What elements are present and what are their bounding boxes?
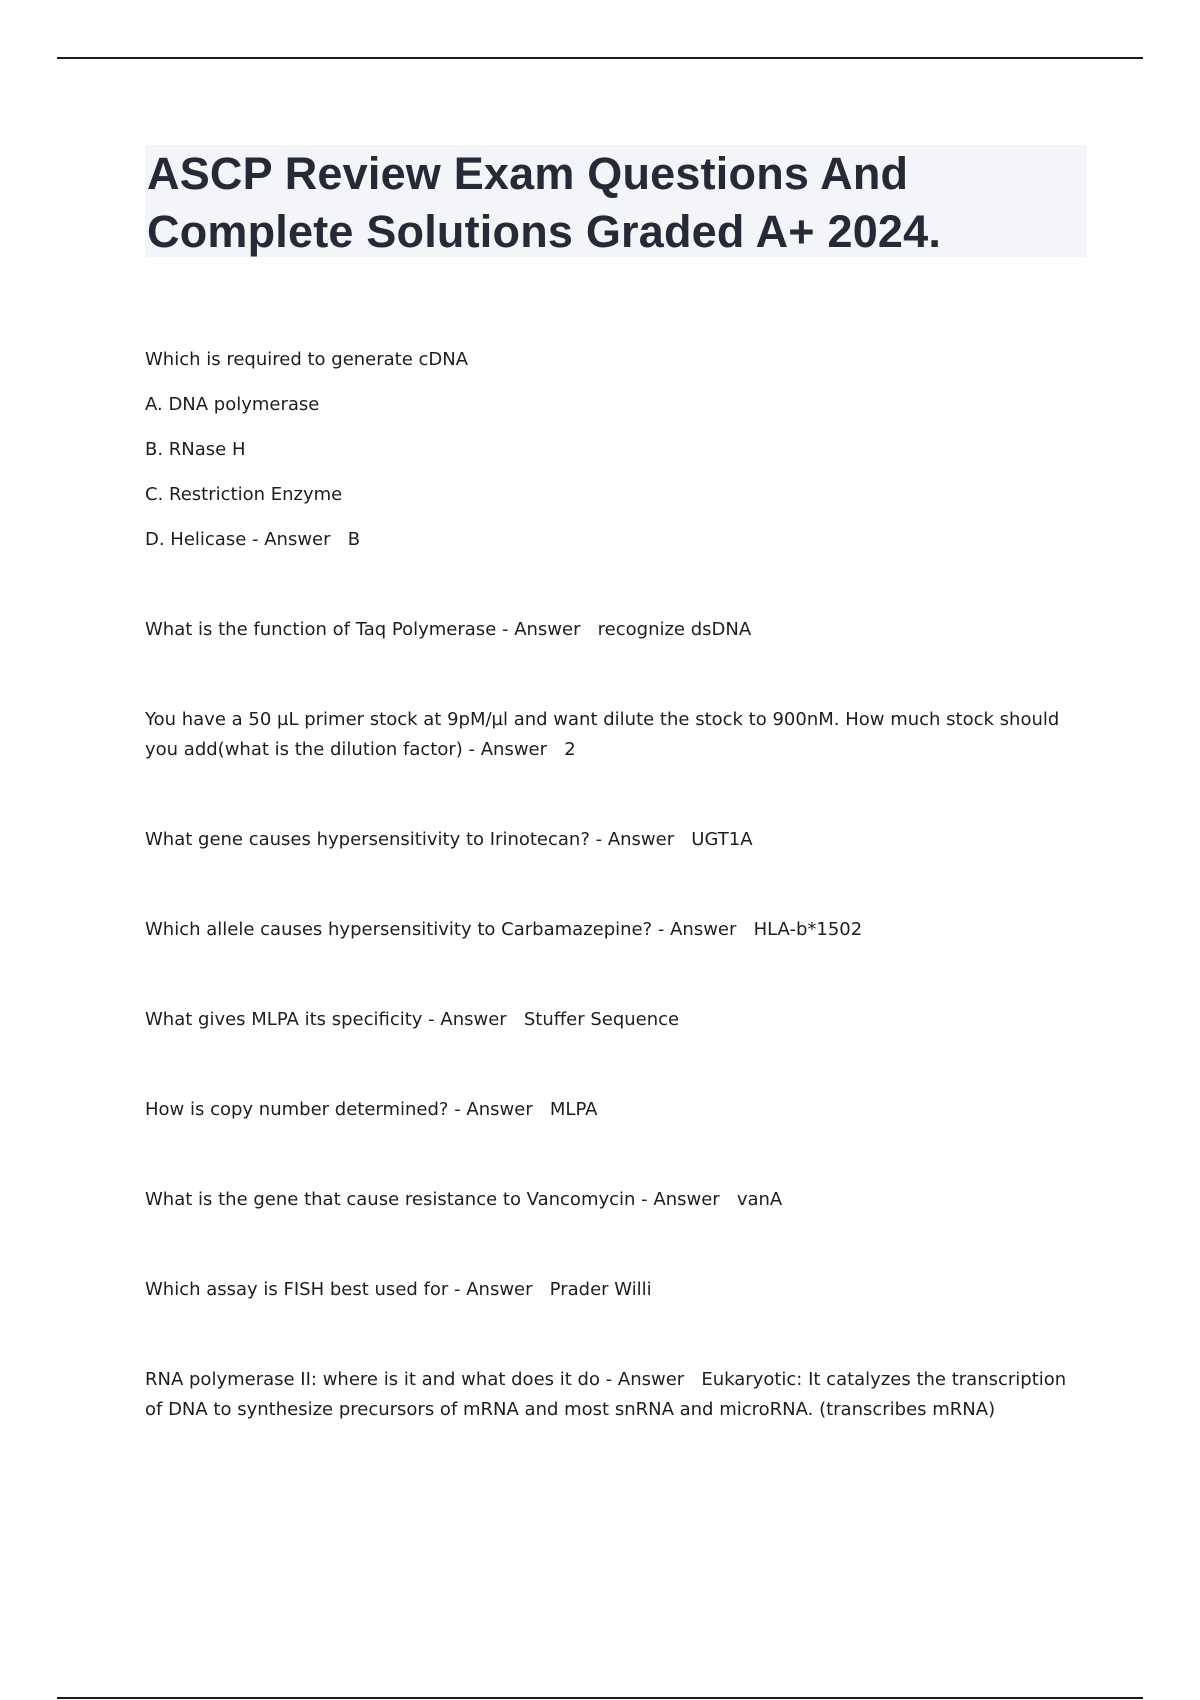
qa-item-1	[145, 345, 1085, 555]
qa-1-line-1: Which is required to generate cDNA	[145, 349, 469, 370]
qa-3-text: You have a 50 µL primer stock at 9pM/µl and want dilute the stock to 900nM. How much stock should you add(what is the dilution factor) - Answer 2	[145, 709, 1066, 760]
qa-9-text: Which assay is FISH best used for - Answer Prader Willi	[145, 1279, 652, 1300]
title-line-1: ASCP Review Exam Questions And	[147, 148, 909, 199]
qa-item-9	[145, 1275, 1085, 1305]
qa-list	[145, 345, 1085, 1485]
document-title	[145, 145, 1087, 261]
qa-item-6	[145, 1005, 1085, 1035]
qa-item-8	[145, 1185, 1085, 1215]
qa-item-7	[145, 1095, 1085, 1125]
qa-item-3	[145, 705, 1085, 765]
qa-item-2	[145, 615, 1085, 645]
qa-1-line-3: B. RNase H	[145, 439, 246, 460]
bottom-rule	[57, 1697, 1143, 1699]
qa-8-text: What is the gene that cause resistance to Vancomycin - Answer vanA	[145, 1189, 783, 1210]
title-line-2: Complete Solutions Graded A+ 2024.	[147, 206, 942, 257]
title-block	[145, 145, 1087, 257]
qa-2-text: What is the function of Taq Polymerase - Answer recognize dsDNA	[145, 619, 752, 640]
qa-6-text: What gives MLPA its specificity - Answer Stuffer Sequence	[145, 1009, 680, 1030]
qa-1-line-2: A. DNA polymerase	[145, 394, 320, 415]
top-rule	[57, 57, 1143, 59]
qa-item-5	[145, 915, 1085, 945]
qa-item-4	[145, 825, 1085, 855]
qa-5-text: Which allele causes hypersensitivity to Carbamazepine? - Answer HLA-b*1502	[145, 919, 863, 940]
qa-item-10	[145, 1365, 1085, 1425]
qa-10-text: RNA polymerase II: where is it and what does it do - Answer Eukaryotic: It catalyzes the transcription of DNA to synthesize precursors of mRNA and most snRNA and microRNA. (transcribes mRNA)	[145, 1369, 1072, 1420]
qa-1-line-4: C. Restriction Enzyme	[145, 484, 343, 505]
qa-1-line-5: D. Helicase - Answer B	[145, 529, 361, 550]
qa-4-text: What gene causes hypersensitivity to Irinotecan? - Answer UGT1A	[145, 829, 753, 850]
qa-7-text: How is copy number determined? - Answer MLPA	[145, 1099, 598, 1120]
